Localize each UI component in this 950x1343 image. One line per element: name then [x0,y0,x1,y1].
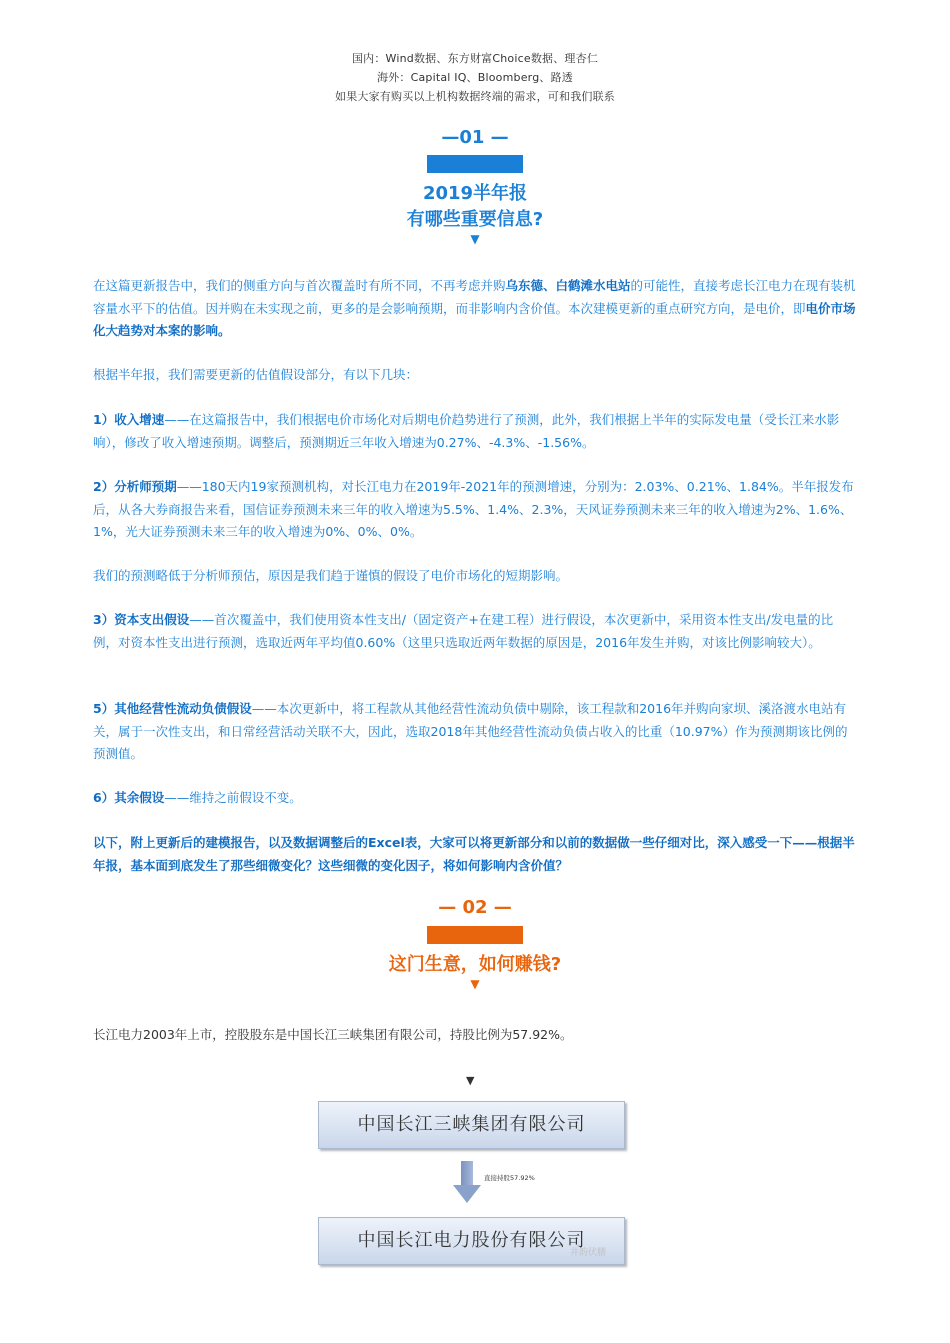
paragraph-other-assumptions [93,787,858,810]
paragraph-liabilities [93,698,858,766]
parent-company-box: 中国长江三峡集团有限公司 [318,1101,625,1149]
paragraph-text: 的可能性，直接考虑长江电力在现有装机容量水平下的估值。因并购在未实现之前，更多的是会影响预期，而非影响内含价值。本次建模更新的重点研究方向，是电价，即 [93,278,856,316]
item-heading: 2）分析师预期 [93,479,177,494]
paragraph-forecast-note: 我们的预测略低于分析师预估，原因是我们趋于谨慎的假设了电价市场化的短期影响。 [93,568,569,583]
paragraph-revenue-growth [93,409,858,454]
arrow-head-icon [453,1185,481,1203]
paragraph-assumptions-intro: 根据半年报，我们需要更新的估值假设部分，有以下几块： [93,367,419,382]
item-heading: 1）收入增速 [93,412,165,427]
section-title-01-line1: 2019半年报 [422,183,528,204]
paragraph-capex [93,609,858,654]
section-title-02: 这门生意，如何赚钱? [388,954,562,975]
item-body: ——本次更新中，将工程款从其他经营性流动负债中剔除，该工程款和2016年并购向家坝、溪洛渡水电站有关，属于一次性支出，和日常经营活动关联不大，因此，选取2018年其他经营性流动负债占收入的比重（10.97%）作为预测期该比例的预测值。 [93,701,848,761]
item-body: ——180天内19家预测机构，对长江电力在2019年-2021年的预测增速，分别为：2.03%、0.21%、1.84%。半年报发布后，从各大券商报告来看，国信证券预测未来三年的收入增速为5.5%、1.4%、2.3%，天风证券预测未来三年的收入增速为2%、1.6%、1%，光大证券预测未来三年的收入增速为0%、0%、0%。 [93,479,854,539]
item-heading: 5）其他经营性流动负债假设 [93,701,252,716]
down-triangle-icon: ▼ [466,1074,475,1087]
source-line-domestic: 国内：Wind数据、东方财富Choice数据、理杏仁 [351,52,599,65]
section-number-01: —01 — [441,127,509,148]
paragraph-shareholder: 长江电力2003年上市，控股股东是中国长江三峡集团有限公司，持股比例为57.92%。 [93,1027,573,1042]
down-triangle-icon: ▼ [470,977,480,991]
paragraph-intro [93,275,858,343]
item-body: ——在这篇报告中，我们根据电价市场化对后期电价趋势进行了预测，此外，我们根据上半年的实际发电量（受长江来水影响），修改了收入增速预期。调整后，预测期近三年收入增速为0.27%、-4.3%、-1.56%。 [93,412,840,450]
contact-line: 如果大家有购买以上机构数据终端的需求，可和我们联系 [335,90,615,103]
section-number-02: — 02 — [438,897,512,918]
paragraph-closing: 以下，附上更新后的建模报告，以及数据调整后的Excel表，大家可以将更新部分和以前的数据做一些仔细对比，深入感受一下——根据半年报，基本面到底发生了那些细微变化？这些细微的变化因子，将如何影响内含价值？ [93,835,855,873]
holding-ratio-label: 直接持股57.92% [484,1174,535,1182]
highlight-text: 乌东德、白鹤滩水电站 [505,278,631,293]
child-company-box: 中国长江电力股份有限公司 [318,1217,625,1265]
down-triangle-icon: ▼ [470,232,480,246]
ownership-chart [318,1095,628,1267]
arrow-down-icon [461,1161,473,1187]
source-line-overseas: 海外：Capital IQ、Bloomberg、路透 [376,71,573,84]
item-body: ——维持之前假设不变。 [164,790,302,805]
paragraph-text: 在这篇更新报告中，我们的侧重方向与首次覆盖时有所不同，不再考虑并购 [93,278,506,293]
section-title-01-line2: 有哪些重要信息? [406,209,544,230]
highlight-text: 电价市场化大趋势对本案的影响。 [93,300,856,338]
section-bar-01 [427,155,523,173]
section-bar-02 [427,926,523,944]
paragraph-analyst-forecast [93,476,858,544]
item-body: ——首次覆盖中，我们使用资本性支出/（固定资产+在建工程）进行假设，本次更新中，采用资本性支出/发电量的比例，对资本性支出进行预测，选取近两年平均值0.60%（这里只选取近两年数据的原因是，2016年发生并购，对该比例影响较大）。 [93,612,834,650]
item-heading: 3）资本支出假设 [93,612,190,627]
watermark-text: 井韵伏膳 [570,1248,607,1258]
item-heading: 6）其余假设 [93,790,165,805]
